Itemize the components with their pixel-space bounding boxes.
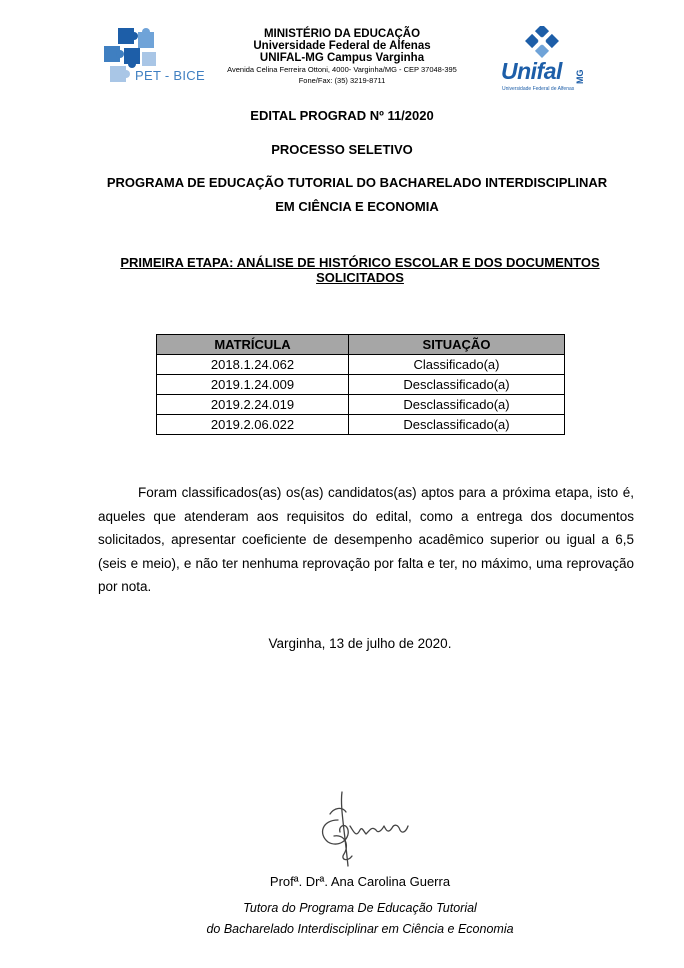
programa-line-2: EM CIÊNCIA E ECONOMIA [275, 199, 439, 214]
etapa-line-2: SOLICITADOS [316, 270, 404, 285]
etapa-heading [90, 255, 630, 285]
matricula-cell: 2019.2.06.022 [157, 415, 349, 435]
processo-title: PROCESSO SELETIVO [271, 142, 413, 157]
table-row [157, 395, 565, 415]
unifal-emblem-icon [498, 26, 594, 60]
pet-bice-logo [102, 26, 205, 88]
unifal-wordmark: Unifal [501, 58, 562, 84]
matricula-cell: 2019.1.24.009 [157, 375, 349, 395]
signer-name: Profª. Drª. Ana Carolina Guerra [269, 874, 451, 889]
campus-name: UNIFAL-MG Campus Varginha [259, 52, 425, 64]
unifal-mg-suffix: MG [575, 69, 585, 84]
date-line: Varginha, 13 de julho de 2020. [268, 636, 452, 651]
situacao-cell: Desclassificado(a) [349, 375, 565, 395]
table-row [157, 355, 565, 375]
matricula-cell: 2018.1.24.062 [157, 355, 349, 375]
unifal-logo [498, 26, 594, 94]
programa-title [80, 171, 634, 219]
university-name: Universidade Federal de Alfenas [253, 40, 431, 52]
column-header-matricula: MATRÍCULA [157, 335, 349, 355]
signer-role [0, 898, 684, 940]
signer-role-line-2: do Bacharelado Interdisciplinar em Ciência e Economia [206, 922, 514, 936]
unifal-subtitle: Universidade Federal de Alfenas [502, 86, 575, 92]
column-header-situacao: SITUAÇÃO [349, 335, 565, 355]
signature-image [308, 786, 414, 870]
signer-role-line-1: Tutora do Programa De Educação Tutorial [243, 901, 477, 915]
situacao-cell: Desclassificado(a) [349, 415, 565, 435]
situacao-cell: Desclassificado(a) [349, 395, 565, 415]
results-table [156, 334, 565, 435]
table-row [157, 375, 565, 395]
table-header-row [157, 335, 565, 355]
matricula-cell: 2019.2.24.019 [157, 395, 349, 415]
table-row [157, 415, 565, 435]
pet-bice-label: PET - BICE [135, 68, 205, 83]
programa-line-1: PROGRAMA DE EDUCAÇÃO TUTORIAL DO BACHARELADO INTERDISCIPLINAR [106, 175, 608, 190]
phone: Fone/Fax: (35) 3219-8711 [298, 76, 386, 85]
body-paragraph: Foram classificados(as) os(as) candidatos(as) aptos para a próxima etapa, isto é, aqueles que atenderam aos requisitos do edital, como a entrega dos documentos solicitados, apresentar coeficiente de desempenho acadêmico superior ou igual a 6,5 (seis e meio), e não ter nenhuma reprovação por falta e ter, no máximo, uma reprovação por nota. [98, 485, 634, 594]
situacao-cell: Classificado(a) [349, 355, 565, 375]
handwritten-signature-icon [308, 786, 414, 870]
letterhead [200, 28, 484, 86]
etapa-line-1: PRIMEIRA ETAPA: ANÁLISE DE HISTÓRICO ESCOLAR E DOS DOCUMENTOS [120, 255, 600, 270]
address: Avenida Celina Ferreira Ottoni, 4000- Varginha/MG - CEP 37048-395 [227, 65, 457, 74]
ministry-name: MINISTÉRIO DA EDUCAÇÃO [263, 28, 421, 40]
edital-title: EDITAL PROGRAD Nº 11/2020 [250, 108, 434, 123]
